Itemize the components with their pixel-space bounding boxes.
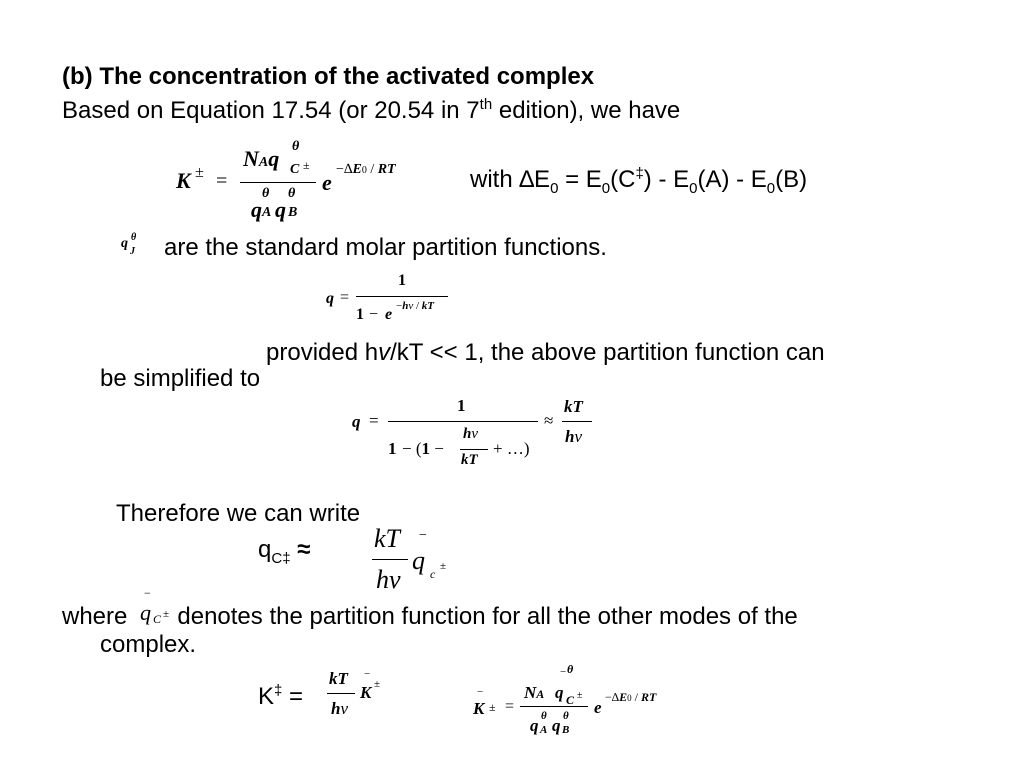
intro-line	[62, 97, 680, 125]
complex-line: complex.	[100, 631, 197, 658]
simplified-line: be simplified to	[100, 365, 261, 392]
therefore-line: Therefore we can write	[116, 500, 361, 527]
intro-sup: th	[479, 96, 493, 113]
intro-text: Based on Equation 17.54 (or 20.54 in 7	[62, 97, 480, 124]
standard-line: are the standard molar partition functions.	[164, 234, 607, 261]
delta-e-definition: with $\Delta E_0 = E_0(C^\ddagger) - E_0(A) - E_0(B)$	[470, 165, 808, 197]
section-heading: (b) The concentration of the activated complex	[62, 63, 595, 90]
where-line: where denotes the partition function for all the other modes of the	[62, 603, 798, 630]
provided-line: provided hv/kT << 1, the above partition function can	[266, 339, 825, 366]
k-equals: K‡ =	[258, 682, 304, 710]
qc-approx: $q_{C\ddagger}$ ≈	[258, 536, 311, 567]
intro-text-end: edition), we have	[492, 97, 681, 124]
